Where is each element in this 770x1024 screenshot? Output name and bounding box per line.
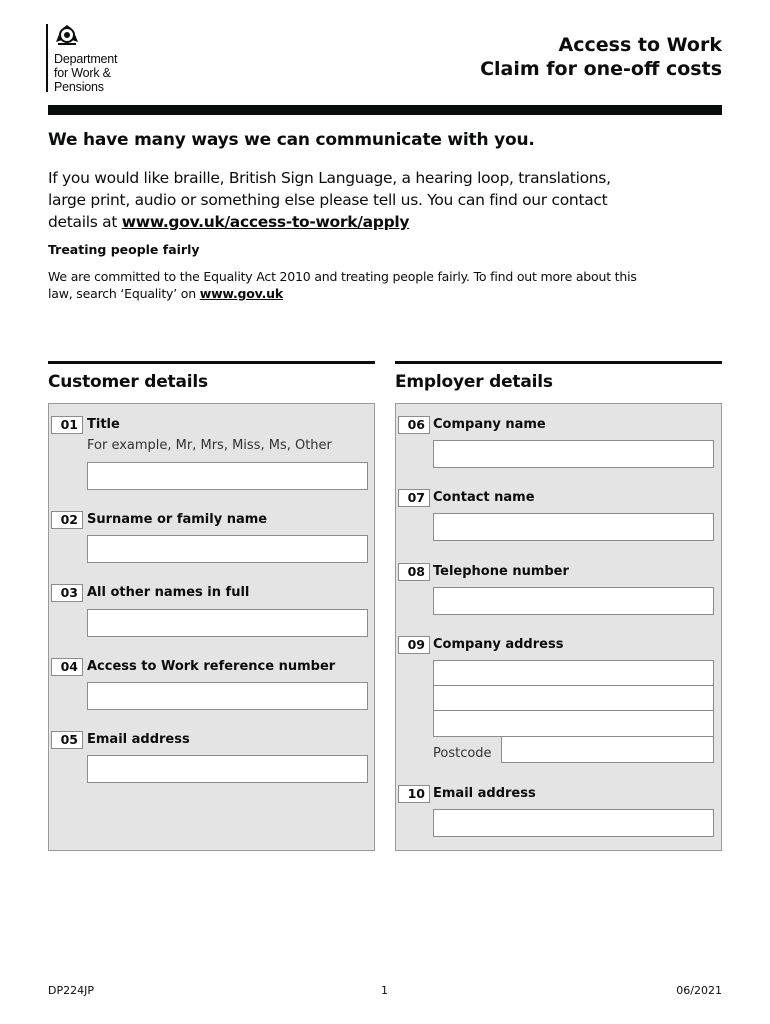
reference-number-label: Access to Work reference number — [87, 659, 336, 674]
communication-heading: We have many ways we can communicate with you. — [48, 130, 535, 150]
customer-section-rule — [48, 361, 375, 364]
form-date: 06/2021 — [676, 984, 722, 997]
question-number-04: 04 — [51, 658, 83, 676]
question-number-07: 07 — [398, 489, 430, 507]
header-rule — [48, 105, 722, 115]
customer-details-panel — [48, 403, 375, 851]
title-hint: For example, Mr, Mrs, Miss, Ms, Other — [87, 438, 332, 453]
fairness-body: We are committed to the Equality Act 2010 and treating people fairly. To find out more about this law, search ‘Equality’ on — [48, 269, 637, 301]
employer-details-heading: Employer details — [395, 372, 553, 392]
postcode-input[interactable] — [501, 736, 714, 763]
question-number-01: 01 — [51, 416, 83, 434]
communication-body: If you would like braille, British Sign Language, a hearing loop, translations, large print, audio or something else please tell us. You can find our contact details at — [48, 169, 611, 231]
company-address-line-1-input[interactable] — [433, 660, 714, 687]
company-address-label: Company address — [433, 637, 564, 652]
company-address-line-3-input[interactable] — [433, 710, 714, 737]
fairness-heading: Treating people fairly — [48, 242, 200, 257]
employer-section-rule — [395, 361, 722, 364]
other-names-label: All other names in full — [87, 585, 250, 600]
contact-name-input[interactable] — [433, 513, 714, 541]
question-number-10: 10 — [398, 785, 430, 803]
dwp-logo — [46, 24, 117, 92]
title-input[interactable] — [87, 462, 368, 490]
title-label: Title — [87, 417, 120, 432]
form-title — [480, 33, 722, 81]
customer-email-input[interactable] — [87, 755, 368, 783]
telephone-input[interactable] — [433, 587, 714, 615]
surname-label: Surname or family name — [87, 512, 268, 527]
postcode-label: Postcode — [433, 746, 492, 761]
question-number-06: 06 — [398, 416, 430, 434]
employer-email-label: Email address — [433, 786, 536, 801]
form-code: DP224JP — [48, 984, 94, 997]
company-name-input[interactable] — [433, 440, 714, 468]
reference-number-input[interactable] — [87, 682, 368, 710]
surname-input[interactable] — [87, 535, 368, 563]
employer-details-panel — [395, 403, 722, 851]
company-address-line-2-input[interactable] — [433, 685, 714, 712]
department-name-line-1: Department — [54, 52, 118, 66]
employer-email-input[interactable] — [433, 809, 714, 837]
customer-email-label: Email address — [87, 732, 190, 747]
form-title-line-2: Claim for one-off costs — [480, 58, 722, 80]
question-number-09: 09 — [398, 636, 430, 654]
question-number-02: 02 — [51, 511, 83, 529]
form-title-line-1: Access to Work — [558, 34, 722, 56]
telephone-label: Telephone number — [433, 564, 569, 579]
communication-text — [48, 167, 648, 233]
department-name-line-3: Pensions — [54, 80, 104, 94]
gov-uk-link[interactable]: www.gov.uk — [199, 286, 283, 301]
customer-details-heading: Customer details — [48, 372, 208, 392]
page-number: 1 — [381, 984, 388, 997]
contact-name-label: Contact name — [433, 490, 535, 505]
access-to-work-link[interactable]: www.gov.uk/access-to-work/apply — [121, 213, 410, 231]
question-number-05: 05 — [51, 731, 83, 749]
company-name-label: Company name — [433, 417, 546, 432]
department-name-line-2: for Work & — [54, 66, 111, 80]
other-names-input[interactable] — [87, 609, 368, 637]
royal-crest-icon — [54, 24, 80, 46]
fairness-text — [48, 268, 648, 302]
question-number-03: 03 — [51, 584, 83, 602]
question-number-08: 08 — [398, 563, 430, 581]
